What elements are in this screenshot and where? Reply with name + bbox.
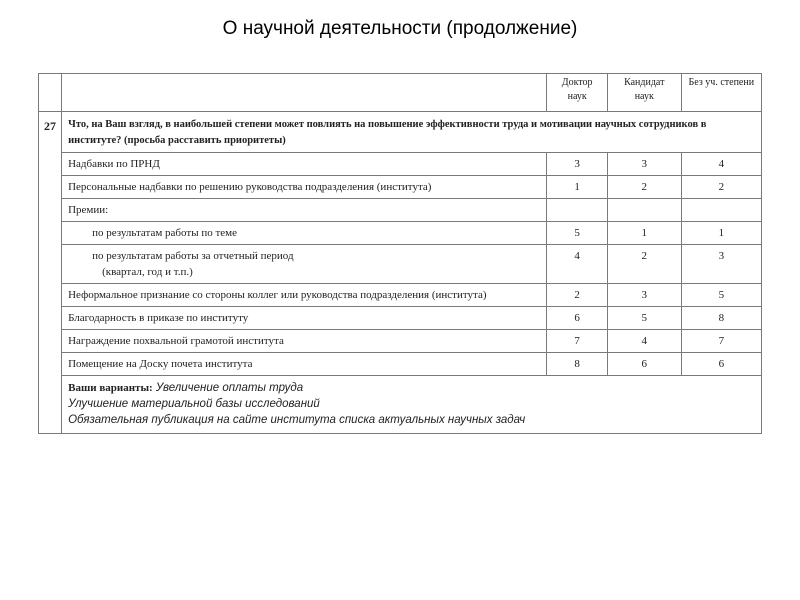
header-empty-num xyxy=(39,74,62,112)
cell-no-degree: 1 xyxy=(681,222,761,245)
table-row xyxy=(39,222,762,245)
row-label: по результатам работы по теме xyxy=(62,222,547,245)
cell-no-degree: 3 xyxy=(681,245,761,284)
variants-row xyxy=(39,376,762,434)
table-row xyxy=(39,330,762,353)
cell-doctor: 2 xyxy=(547,284,608,307)
cell-doctor: 1 xyxy=(547,176,608,199)
question-text: Что, на Ваш взгляд, в наибольшей степени может повлиять на повышение эффективности труда и мотивации научных сотрудников в институте? (просьба расставить приоритеты) xyxy=(62,112,762,153)
cell-candidate: 6 xyxy=(607,353,681,376)
header-candidate: Кандидат наук xyxy=(607,74,681,112)
cell-candidate xyxy=(607,199,681,222)
cell-candidate: 3 xyxy=(607,284,681,307)
header-empty-question xyxy=(62,74,547,112)
cell-no-degree: 5 xyxy=(681,284,761,307)
header-doctor: Доктор наук xyxy=(547,74,608,112)
cell-doctor: 5 xyxy=(547,222,608,245)
variants-label: Ваши варианты: xyxy=(68,382,153,394)
cell-candidate: 2 xyxy=(607,245,681,284)
table-header-row xyxy=(39,74,762,112)
question-row xyxy=(39,112,762,153)
variants-cell xyxy=(62,376,762,434)
cell-doctor: 7 xyxy=(547,330,608,353)
table-row xyxy=(39,307,762,330)
cell-candidate: 3 xyxy=(607,153,681,176)
page-title: О научной деятельности (продолжение) xyxy=(222,18,578,39)
table-row xyxy=(39,245,762,284)
cell-doctor: 4 xyxy=(547,245,608,284)
row-label: Помещение на Доску почета института xyxy=(62,353,547,376)
row-label: Награждение похвальной грамотой института xyxy=(62,330,547,353)
survey-table xyxy=(38,73,762,434)
cell-doctor: 8 xyxy=(547,353,608,376)
cell-no-degree xyxy=(681,199,761,222)
cell-candidate: 2 xyxy=(607,176,681,199)
cell-no-degree: 7 xyxy=(681,330,761,353)
variant-item: Обязательная публикация на сайте института списка актуальных научных задач xyxy=(68,414,526,426)
cell-doctor: 6 xyxy=(547,307,608,330)
row-label: Надбавки по ПРНД xyxy=(62,153,547,176)
table-row xyxy=(39,284,762,307)
cell-candidate: 4 xyxy=(607,330,681,353)
table-row xyxy=(39,199,762,222)
table-row xyxy=(39,353,762,376)
row-label: Неформальное признание со стороны коллег или руководства подразделения (института) xyxy=(62,284,547,307)
row-label-note: (квартал, год и т.п.) xyxy=(102,266,193,278)
cell-no-degree: 4 xyxy=(681,153,761,176)
cell-no-degree: 6 xyxy=(681,353,761,376)
row-label: по результатам работы за отчетный период xyxy=(92,250,294,262)
variant-item: Улучшение материальной базы исследований xyxy=(68,398,320,410)
table-row xyxy=(39,153,762,176)
cell-no-degree: 2 xyxy=(681,176,761,199)
cell-doctor: 3 xyxy=(547,153,608,176)
row-label: Премии: xyxy=(62,199,547,222)
cell-doctor xyxy=(547,199,608,222)
cell-candidate: 5 xyxy=(607,307,681,330)
question-number: 27 xyxy=(39,112,62,434)
header-no-degree: Без уч. степени xyxy=(681,74,761,112)
variant-item: Увеличение оплаты труда xyxy=(155,382,304,394)
row-label: Благодарность в приказе по институту xyxy=(62,307,547,330)
cell-no-degree: 8 xyxy=(681,307,761,330)
row-label: Персональные надбавки по решению руководства подразделения (института) xyxy=(62,176,547,199)
cell-candidate: 1 xyxy=(607,222,681,245)
row-label-cell xyxy=(62,245,547,284)
table-row xyxy=(39,176,762,199)
